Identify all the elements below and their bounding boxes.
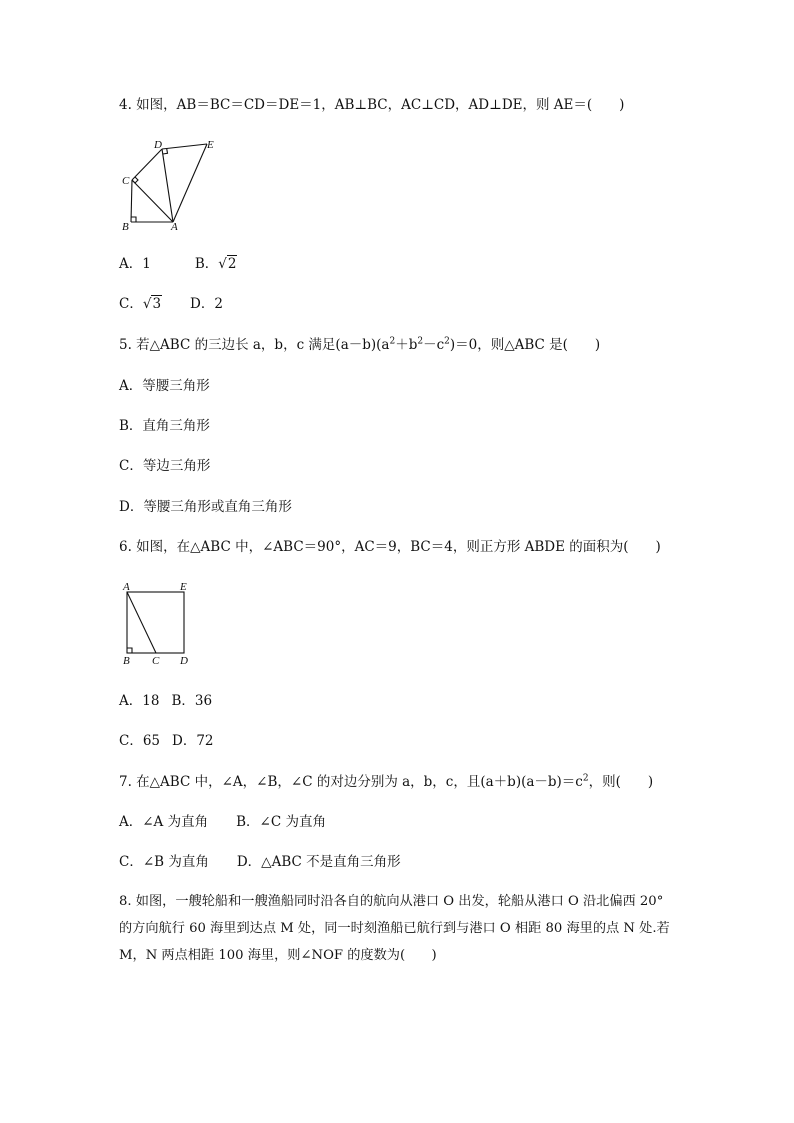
sqrt-symbol: √3 xyxy=(142,296,162,312)
q4-option-a: A．1 xyxy=(119,256,151,272)
right-angle-c xyxy=(132,177,138,183)
q4-options-row2 xyxy=(119,295,223,313)
q4-diagram xyxy=(118,136,228,236)
label-a: A xyxy=(123,581,130,593)
label-b: B xyxy=(122,221,129,233)
label-e: E xyxy=(207,139,214,151)
right-angle-b xyxy=(127,648,132,653)
square-abde xyxy=(127,592,184,653)
segment-ac xyxy=(132,180,173,222)
q5-option-c: C．等边三角形 xyxy=(119,458,211,474)
q7-option-b: B．∠C 为直角 xyxy=(236,814,326,830)
q6-option-c: C．65 xyxy=(119,733,161,749)
q4-figure xyxy=(118,136,228,236)
q7-stem-part1: 7. 在△ABC 中，∠A，∠B，∠C 的对边分别为 a，b，c，且(a＋b)(a－b)＝c xyxy=(119,774,583,790)
segment-ac xyxy=(127,592,156,653)
q5-stem-part4: )＝0，则△ABC 是( ) xyxy=(449,337,601,353)
q7-exp: 2 xyxy=(582,773,589,784)
label-a: A xyxy=(171,221,178,233)
label-d: D xyxy=(180,655,188,667)
segment-ad xyxy=(162,149,173,222)
q5-option-d: D．等腰三角形或直角三角形 xyxy=(119,499,292,515)
label-b: B xyxy=(123,655,130,667)
q4-stem: 4. 如图，AB＝BC＝CD＝DE＝1，AB⊥BC，AC⊥CD，AD⊥DE，则 AE＝( ) xyxy=(119,97,625,113)
q4-option-c-radicand: 3 xyxy=(152,296,162,312)
q6-stem: 6. 如图，在△ABC 中，∠ABC＝90°，AC＝9，BC＝4，则正方形 ABDE 的面积为( ) xyxy=(119,539,661,555)
q7-options-row1 xyxy=(119,813,326,831)
segment-bc xyxy=(131,180,132,222)
q5-stem xyxy=(119,336,600,354)
q7-stem xyxy=(119,773,653,791)
q4-options-row1 xyxy=(119,255,237,273)
q8-stem-line1: 8. 如图，一艘轮船和一艘渔船同时沿各自的航向从港口 O 出发，轮船从港口 O 沿北偏西 20° xyxy=(119,894,664,909)
q6-option-a: A．18 xyxy=(119,693,160,709)
label-e: E xyxy=(180,581,187,593)
q5-exp-b: 2 xyxy=(417,336,424,347)
q8-stem-line3: M，N 两点相距 100 海里，则∠NOF 的度数为( ) xyxy=(119,948,437,963)
q7-stem-part2: ，则( ) xyxy=(588,774,654,790)
segment-cd xyxy=(132,149,162,180)
q4-option-b-radicand: 2 xyxy=(227,256,237,272)
q5-exp-c: 2 xyxy=(444,336,450,347)
q8-stem-line2: 的方向航行 60 海里到达点 M 处，同一时刻渔船已航行到与港口 O 相距 80 海里的点 N 处.若 xyxy=(119,921,670,936)
segment-de xyxy=(162,144,207,149)
q5-exp-a: 2 xyxy=(389,336,396,347)
segment-ae xyxy=(173,144,207,222)
q6-option-b: B．36 xyxy=(171,693,213,709)
q4-option-d: D．2 xyxy=(190,296,223,312)
q7-option-a: A．∠A 为直角 xyxy=(119,814,209,830)
q6-figure xyxy=(118,580,198,670)
q4-option-b: B． xyxy=(194,256,219,272)
q6-options-row1 xyxy=(119,692,212,710)
right-angle-d xyxy=(163,149,168,154)
q5-option-b: B．直角三角形 xyxy=(119,418,210,434)
q7-option-d: D．△ABC 不是直角三角形 xyxy=(236,854,401,870)
label-c: C xyxy=(152,655,160,667)
q5-option-a: A．等腰三角形 xyxy=(119,378,210,394)
q5-stem-part2: ＋b xyxy=(395,337,418,353)
q5-stem-part1: 5. 若△ABC 的三边长 a，b，c 满足(a－b)(a xyxy=(119,337,390,353)
sqrt-symbol: √2 xyxy=(218,256,237,272)
label-d: D xyxy=(154,139,162,151)
q6-diagram xyxy=(118,580,198,670)
right-angle-b xyxy=(131,217,136,222)
label-c: C xyxy=(122,175,130,187)
q7-options-row2 xyxy=(119,853,401,871)
q4-option-c: C． xyxy=(119,296,143,312)
q6-options-row2 xyxy=(119,732,214,750)
q7-option-c: C．∠B 为直角 xyxy=(119,854,209,870)
q6-option-d: D．72 xyxy=(172,733,214,749)
q5-stem-part3: －c xyxy=(423,337,445,353)
